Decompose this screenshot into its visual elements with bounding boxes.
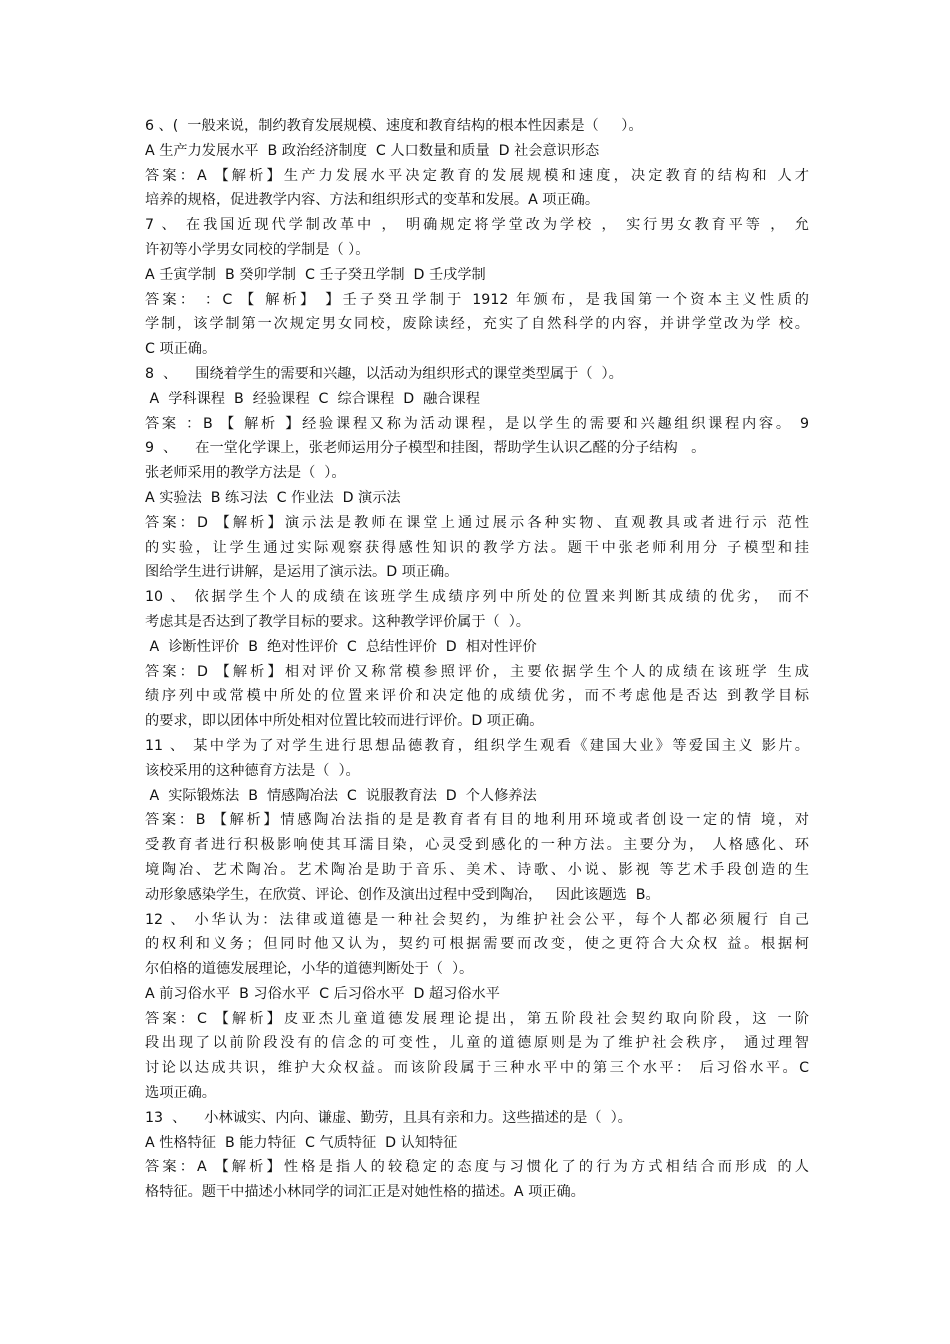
text-line: 尔伯格的道德发展理论，小华的道德判断处于（ ）。 [145, 961, 474, 978]
text-line: 考虑其是否达到了教学目标的要求。这种教学评价属于（ ）。 [145, 613, 530, 630]
document-page [145, 114, 809, 1205]
text-line: 动形象感染学生，在欣赏、评论、创作及演出过程中受到陶冶， 因此该题选 B。 [145, 886, 660, 903]
text-line: A 诊断性评价 B 绝对性评价 C 总结性评价 D 相对性评价 [145, 638, 537, 655]
text-line: 7 、 在我国近现代学制改革中 ， 明确规定将学堂改为学校 ， 实行男女教育平等 ， 允 [145, 217, 809, 234]
text-line: 选项正确。 [145, 1085, 216, 1102]
text-line: 答案：D 【解析】演示法是教师在课堂上通过展示各种实物、直观教具或者进行示 范性 [145, 514, 809, 531]
text-line: 讨论以达成共识，维护大众权益。而该阶段属于三种水平中的第三个水平： 后习俗水平。C [145, 1060, 809, 1077]
text-line: 答案：D 【解析】相对评价又称常模参照评价，主要依据学生个人的成绩在该班学 生成 [145, 663, 809, 680]
text-line: 段出现了以前阶段没有的信念的可变性，儿童的道德原则是为了维护社会秩序， 通过理智 [145, 1035, 809, 1052]
text-line: 许初等小学男女同校的学制是（ ）。 [145, 241, 370, 258]
text-line: A 生产力发展水平 B 政治经济制度 C 人口数量和质量 D 社会意识形态 [145, 142, 600, 159]
text-line: 绩序列中或常模中所处的位置来评价和决定他的成绩优劣，而不考虑他是否达 到教学目标 [145, 688, 809, 705]
text-line: 该校采用的这种德育方法是（ ）。 [145, 762, 360, 779]
text-line: 答案 ：B 【 解析 】经验课程又称为活动课程，是以学生的需要和兴趣组织课程内容。 9 [145, 415, 809, 432]
text-line: A 实验法 B 练习法 C 作业法 D 演示法 [145, 489, 401, 506]
text-line: 13 、 小林诚实、内向、谦虚、勤劳，且具有亲和力。这些描述的是（ ）。 [145, 1109, 632, 1126]
text-line: 9 、 在一堂化学课上，张老师运用分子模型和挂图，帮助学生认识乙醛的分子结构 。 [145, 440, 706, 457]
text-line: 图给学生进行讲解，是运用了演示法。D 项正确。 [145, 564, 459, 581]
text-line: A 性格特征 B 能力特征 C 气质特征 D 认知特征 [145, 1134, 458, 1151]
text-line: 的权利和义务；但同时他又认为，契约可根据需要而改变，使之更符合大众权 益。根据柯 [145, 936, 809, 953]
text-line: C 项正确。 [145, 341, 217, 358]
text-line: 张老师采用的教学方法是（ ）。 [145, 465, 346, 482]
text-line: A 实际锻炼法 B 情感陶冶法 C 说服教育法 D 个人修养法 [145, 787, 537, 804]
text-line: 6 、( 一般来说，制约教育发展规模、速度和教育结构的根本性因素是（ ）。 [145, 118, 643, 134]
text-line: 8 、 围绕着学生的需要和兴趣，以活动为组织形式的课堂类型属于（ ）。 [145, 365, 623, 382]
text-line: 答案：A 【解析】生产力发展水平决定教育的发展规模和速度，决定教育的结构和 人才 [145, 167, 809, 184]
text-line: 答案：A 【解析】性格是指人的较稳定的态度与习惯化了的行为方式相结合而形成 的人 [145, 1159, 809, 1176]
text-line: 格特征。题干中描述小林同学的词汇正是对她性格的描述。A 项正确。 [145, 1184, 585, 1201]
text-line: A 前习俗水平 B 习俗水平 C 后习俗水平 D 超习俗水平 [145, 985, 500, 1002]
text-line: A 壬寅学制 B 癸卯学制 C 壬子癸丑学制 D 壬戌学制 [145, 266, 486, 283]
text-line: 的要求，即以团体中所处相对位置比较而进行评价。D 项正确。 [145, 713, 544, 730]
text-line: 受教育者进行积极影响使其耳濡目染，心灵受到感化的一种方法。主要分为， 人格感化、环 [145, 837, 809, 854]
text-line: 11 、 某中学为了对学生进行思想品德教育，组织学生观看《建国大业》等爱国主义 影片。 [145, 737, 809, 754]
text-line: A 学科课程 B 经验课程 C 综合课程 D 融合课程 [145, 390, 480, 407]
text-line: 答案：B 【解析】情感陶冶法指的是是教育者有目的地利用环境或者创设一定的情 境，对 [145, 812, 809, 829]
text-line: 10 、 依据学生个人的成绩在该班学生成绩序列中所处的位置来判断其成绩的优劣， 而不 [145, 589, 809, 606]
text-line: 12 、 小华认为：法律或道德是一种社会契约，为维护社会公平，每个人都必须履行 自己 [145, 911, 809, 928]
text-line: 答案： ：C 【 解析】 】壬子癸丑学制于 1912 年颁布，是我国第一个资本主义性质的 [145, 291, 809, 308]
text-line: 培养的规格，促进教学内容、方法和组织形式的变革和发展。A 项正确。 [145, 192, 600, 209]
text-line: 答案：C 【解析】皮亚杰儿童道德发展理论提出，第五阶段社会契约取向阶段，这 一阶 [145, 1010, 809, 1027]
text-line: 的实验，让学生通过实际观察获得感性知识的教学方法。题干中张老师利用分 子模型和挂 [145, 539, 809, 556]
text-line: 学制，该学制第一次规定男女同校，废除读经，充实了自然科学的内容，并讲学堂改为学 校。 [145, 316, 809, 333]
text-line: 境陶冶、艺术陶冶。艺术陶冶是助于音乐、美术、诗歌、小说、影视 等艺术手段创造的生 [145, 861, 809, 878]
